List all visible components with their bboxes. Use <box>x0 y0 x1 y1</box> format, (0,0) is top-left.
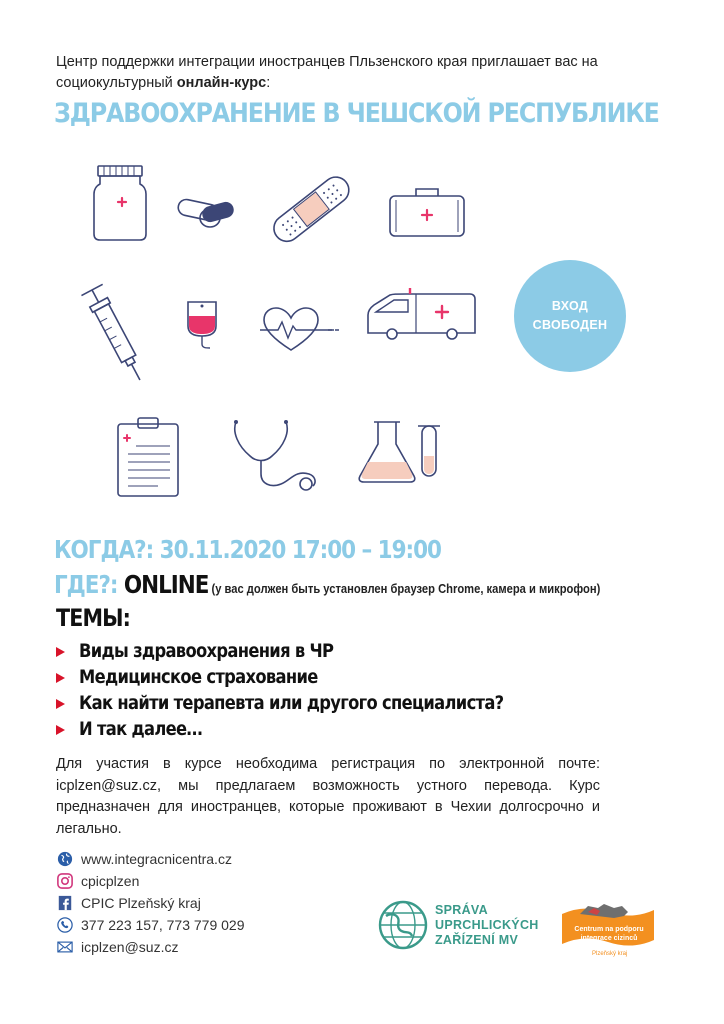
contact-phone-text[interactable]: 377 223 157, 773 779 029 <box>81 917 245 933</box>
badge-line-1: ВХОД <box>551 299 589 313</box>
intro-line-2-pre: социокультурный <box>56 75 177 91</box>
mv-globe-logo <box>376 898 430 952</box>
instagram-icon <box>56 873 74 889</box>
mail-icon <box>56 939 74 955</box>
globe-icon <box>56 851 74 867</box>
free-entry-badge <box>514 260 626 372</box>
bullet-arrow-icon <box>56 673 65 683</box>
contact-facebook-text[interactable]: CPIC Plzeňský kraj <box>81 895 201 911</box>
mv-logo-line-3: ZAŘÍZENÍ MV <box>435 933 519 947</box>
phone-icon <box>56 917 74 933</box>
stethoscope-icon <box>232 418 326 492</box>
ambulance-icon <box>366 288 476 346</box>
topic-text: Как найти терапевта или другого специалиста? <box>79 692 504 714</box>
contact-facebook[interactable] <box>56 892 245 914</box>
intro-line-2-post: : <box>266 75 271 91</box>
intro-online-course: онлайн-курс <box>176 75 267 91</box>
topic-item <box>56 690 573 716</box>
badge-line-2: СВОБОДЕН <box>532 318 608 332</box>
contact-phone[interactable] <box>56 914 245 936</box>
contacts-list <box>56 848 245 958</box>
lab-flask-icon <box>358 420 448 482</box>
contact-instagram-text[interactable]: cpicplzen <box>81 873 140 889</box>
topics-title: ТЕМЫ: <box>56 604 131 632</box>
cpic-logo-region: Plzeňský kraj <box>592 951 628 957</box>
bullet-arrow-icon <box>56 647 65 657</box>
medicine-bottle-icon <box>92 164 148 242</box>
topics-list <box>56 638 573 742</box>
topic-text: Медицинское страхование <box>79 666 318 688</box>
heartbeat-icon <box>258 306 340 352</box>
topic-text: И так далее… <box>79 718 203 740</box>
first-aid-kit-icon <box>388 186 466 238</box>
intro-line-2 <box>56 73 656 94</box>
page-title: ЗДРАВООХРАНЕНИЕ В ЧЕШСКОЙ РЕСПУБЛИКЕ <box>54 98 659 129</box>
contact-email[interactable] <box>56 936 245 958</box>
where-note: (у вас должен быть установлен браузер Chrome, камера и микрофон) <box>208 581 601 596</box>
mv-logo-line-2: UPRCHLICKÝCH <box>435 918 539 932</box>
mv-logo-text <box>435 903 539 948</box>
where-label: ГДЕ?: <box>54 570 124 599</box>
contact-website-text[interactable]: www.integracnicentra.cz <box>81 851 232 867</box>
cpic-logo-text <box>566 925 652 943</box>
cpic-logo-line-2: integrace cizinců <box>580 935 638 942</box>
facebook-icon <box>56 895 74 911</box>
contact-website[interactable] <box>56 848 245 870</box>
cpic-logo-line-1: Centrum na podporu <box>574 926 644 933</box>
contact-email-text[interactable]: icplzen@suz.cz <box>81 939 179 955</box>
clipboard-icon <box>116 416 180 498</box>
topic-text: Виды здравоохранения в ЧР <box>79 640 334 662</box>
intro-line-1: Центр поддержки интеграции иностранцев Пльзенского края приглашает вас на <box>56 54 598 70</box>
where-value: ONLINE <box>123 570 209 599</box>
bandage-icon <box>266 170 358 250</box>
pills-icon <box>176 196 238 232</box>
registration-info: Для участия в курсе необходима регистрация по электронной почте: icplzen@suz.cz, мы предлагаем возможность устного перевода. Курс предназначен для иностранцев, которые проживают в Чехии долгосрочно и легально. <box>56 756 600 837</box>
event-where <box>54 570 600 599</box>
event-when: КОГДА?: 30.11.2020 17:00 – 19:00 <box>54 535 441 564</box>
mv-logo-line-1: SPRÁVA <box>435 903 488 917</box>
contact-instagram[interactable] <box>56 870 245 892</box>
syringe-icon <box>86 280 146 390</box>
topic-item <box>56 664 573 690</box>
blood-bag-icon <box>184 298 220 354</box>
topic-item <box>56 638 573 664</box>
topic-item <box>56 716 573 742</box>
intro-text <box>56 52 656 94</box>
bullet-arrow-icon <box>56 725 65 735</box>
bullet-arrow-icon <box>56 699 65 709</box>
